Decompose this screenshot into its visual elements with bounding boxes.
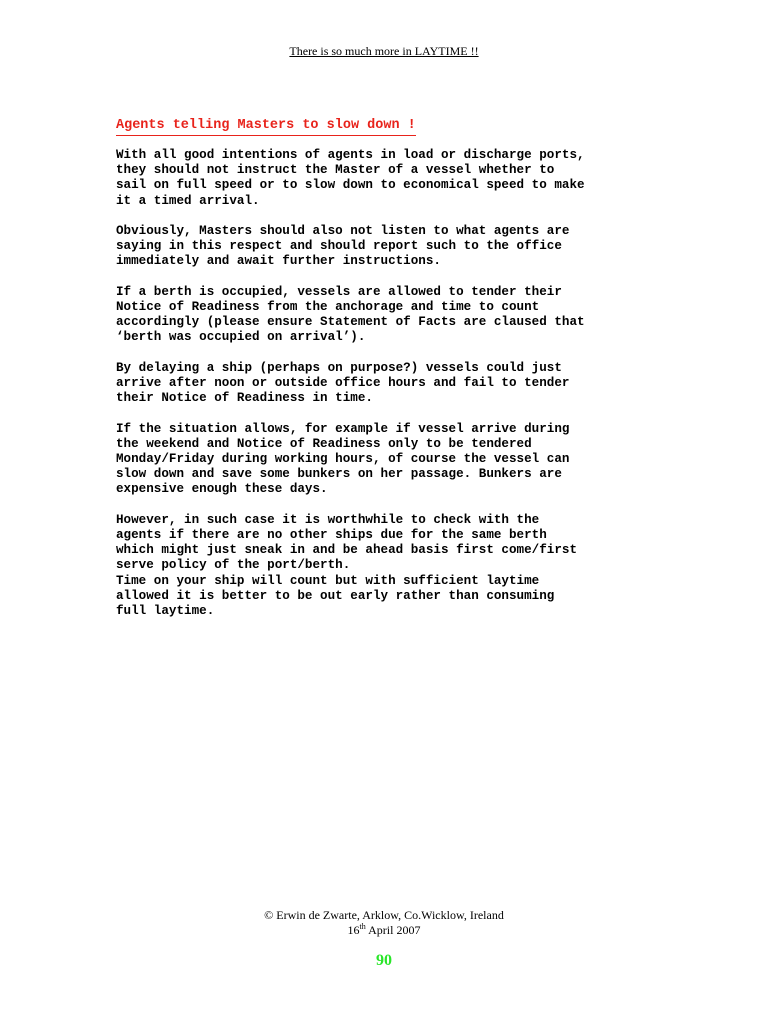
paragraph-berth-occupied: If a berth is occupied, vessels are allowed to tender their Notice of Readiness from the anchorage and time to count accordingly (please ensure Statement of Facts are claused that ‘berth was occupied on arrival’). xyxy=(116,284,585,345)
paragraph-agents-intentions: With all good intentions of agents in load or discharge ports, they should not instruct the Master of a vessel whether to sail on full speed or to slow down to economical speed to make it a timed arrival. xyxy=(116,148,585,208)
footer-date xyxy=(0,923,768,938)
footer-date-suffix: th xyxy=(359,922,366,931)
section-title: Agents telling Masters to slow down ! xyxy=(116,117,416,136)
header-text: There is so much more in LAYTIME !! xyxy=(289,44,479,58)
footer-copyright: © Erwin de Zwarte, Arklow, Co.Wicklow, Ireland xyxy=(264,908,504,922)
page-header xyxy=(0,44,768,59)
page-footer xyxy=(0,908,768,938)
page-number: 90 xyxy=(376,952,392,969)
paragraph-situation-allows: If the situation allows, for example if vessel arrive during the weekend and Notice of Readiness only to be tendered Monday/Friday during working hours, of course the vessel can slow down and save some bunkers on her passage. Bunkers are expensive enough these days. xyxy=(116,421,570,497)
paragraph-time-counts: Time on your ship will count but with sufficient laytime allowed it is better to be out early rather than consuming full laytime. xyxy=(116,573,555,619)
paragraph-masters-listen: Obviously, Masters should also not listen to what agents are saying in this respect and should report such to the office immediately and await further instructions. xyxy=(116,224,570,269)
body-text xyxy=(116,148,676,619)
footer-date-day: 16 xyxy=(347,923,360,937)
paragraph-check-agents: However, in such case it is worthwhile to check with the agents if there are no other ships due for the same berth which might just sneak in and be ahead basis first come/first serve policy of the port/berth. xyxy=(116,512,578,573)
footer-date-rest: April 2007 xyxy=(365,923,421,937)
paragraph-delaying-ship: By delaying a ship (perhaps on purpose?) vessels could just arrive after noon or outside office hours and fail to tender their Notice of Readiness in time. xyxy=(116,360,570,406)
